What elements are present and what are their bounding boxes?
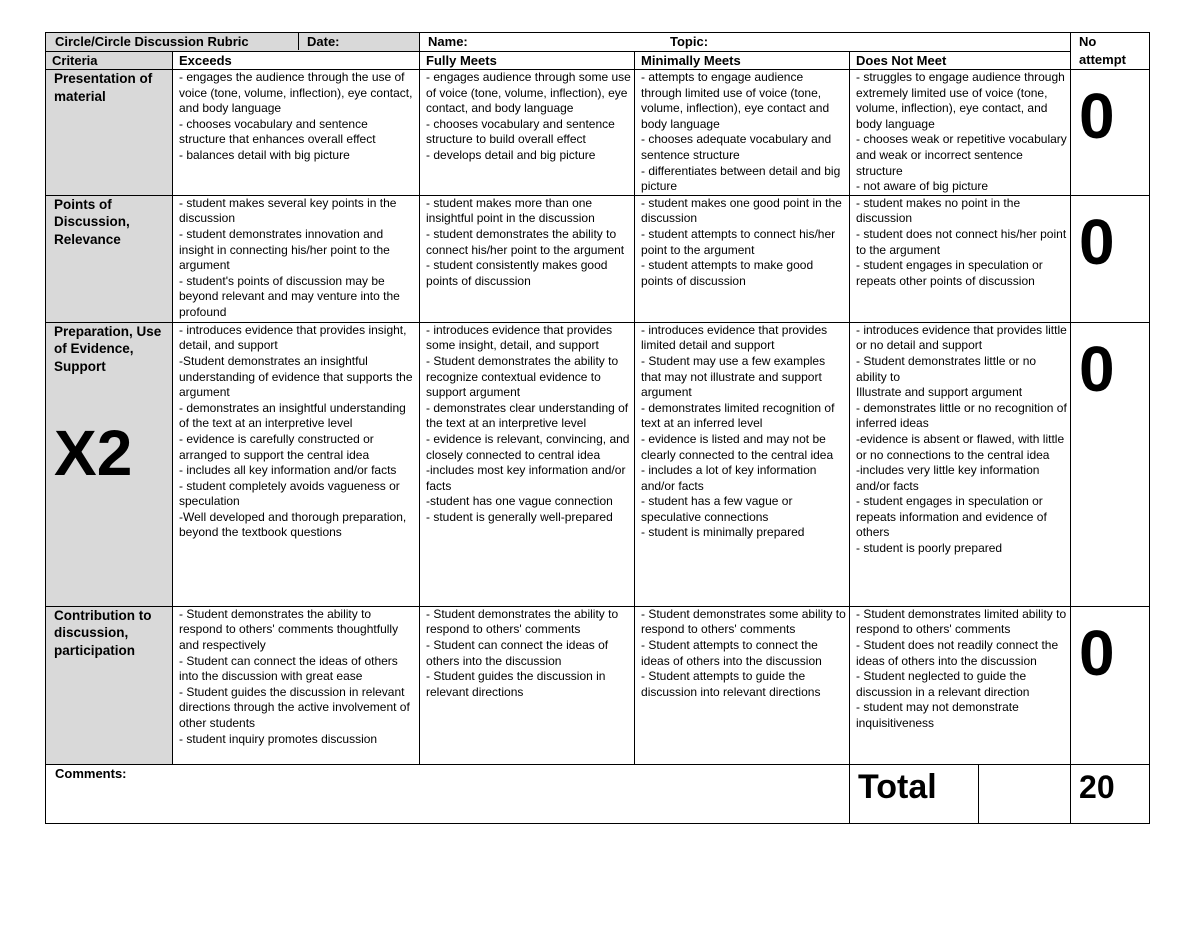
multiplier-label: X2: [54, 417, 133, 490]
minimally-meets-cell: - attempts to engage audience through limited use of voice (tone, volume, inflection), eye contact and body language - chooses adequate vocabulary and sentence structure - differentiates between detail and big picture: [635, 70, 850, 196]
minimally-meets-cell: - Student demonstrates some ability to respond to others' comments - Student attempts to connect the ideas of others into the discussion - Student attempts to guide the discussion into relevant directions: [635, 606, 850, 764]
fully-meets-cell: - student makes more than one insightful point in the discussion - student demonstrates the ability to connect his/her point to the argument - student consistently makes good points of discussion: [420, 195, 635, 322]
does-not-meet-cell: - struggles to engage audience through extremely limited use of voice (tone, volume, inflection), eye contact, and body language - chooses weak or repetitive vocabulary and weak or incorrect sentence structure - not aware of big picture: [850, 70, 1071, 196]
total-blank-cell: [979, 764, 1071, 823]
does-not-meet-cell: - student makes no point in the discussion - student does not connect his/her point to the argument - student engages in speculation or repeats other points of discussion: [850, 195, 1071, 322]
table-row: [46, 195, 1150, 322]
does-not-meet-header: Does Not Meet: [850, 52, 1071, 70]
table-row: [46, 322, 1150, 606]
fully-meets-cell: - Student demonstrates the ability to respond to others' comments - Student can connect the ideas of others into the discussion - Student guides the discussion in relevant directions: [420, 606, 635, 764]
no-attempt-header: No attempt: [1071, 33, 1150, 70]
does-not-meet-cell: - Student demonstrates limited ability to respond to others' comments - Student does not readily connect the ideas of others into the discussion - Student neglected to guide the discussion in a relevant direction - student may not demonstrate inquisitiveness: [850, 606, 1071, 764]
title-cell: [46, 33, 420, 52]
criteria-cell: Points of Discussion, Relevance: [46, 195, 173, 322]
criteria-header: Criteria: [46, 52, 173, 70]
exceeds-cell: - Student demonstrates the ability to respond to others' comments thoughtfully and respectively - Student can connect the ideas of others into the discussion with great ease - Student guides the discussion in relevant directions through the active involvement of other students - student inquiry promotes discussion: [173, 606, 420, 764]
topic-label: Topic:: [670, 34, 709, 49]
comments-cell: Comments:: [46, 764, 850, 823]
rubric-title: Circle/Circle Discussion Rubric: [46, 33, 299, 50]
table-row: [46, 70, 1150, 196]
minimally-meets-cell: - student makes one good point in the discussion - student attempts to connect his/her point to the argument - student attempts to make good points of discussion: [635, 195, 850, 322]
rubric-sheet: [45, 32, 1149, 824]
fully-meets-header: Fully Meets: [420, 52, 635, 70]
exceeds-cell: - introduces evidence that provides insight, detail, and support -Student demonstrates an insightful understanding of evidence that supports the argument - demonstrates an insightful understanding of the text at an interpretive level - evidence is carefully constructed or arranged to support the central idea - includes all key information and/or facts - student completely avoids vagueness or speculation -Well developed and thorough preparation, beyond the textbook questions: [173, 322, 420, 606]
exceeds-cell: - engages the audience through the use of voice (tone, volume, inflection), eye contact, and body language - chooses vocabulary and sentence structure that enhances overall effect - balances detail with big picture: [173, 70, 420, 196]
criteria-cell: Presentation of material: [46, 70, 173, 196]
minimally-meets-cell: - introduces evidence that provides limited detail and support - Student may use a few examples that may not illustrate and support argument - demonstrates limited recognition of text at an inferred level - evidence is listed and may not be clearly connected to the central idea - includes a lot of key information and/or facts - student has a few vague or speculative connections - student is minimally prepared: [635, 322, 850, 606]
score-cell: 0: [1071, 606, 1150, 764]
fully-meets-cell: - engages audience through some use of voice (tone, volume, inflection), eye contact, and body language - chooses vocabulary and sentence structure to build overall effect - develops detail and big picture: [420, 70, 635, 196]
total-value: 20: [1071, 764, 1150, 823]
exceeds-cell: - student makes several key points in the discussion - student demonstrates innovation and insight in connecting his/her point to the argument - student's points of discussion may be beyond relevant and may venture into the profound: [173, 195, 420, 322]
name-topic-cell: [420, 33, 1071, 52]
minimally-meets-header: Minimally Meets: [635, 52, 850, 70]
criteria-label: Preparation, Use of Evidence, Support: [54, 323, 162, 374]
does-not-meet-cell: - introduces evidence that provides little or no detail and support - Student demonstrates little or no ability to Illustrate and support argument - demonstrates little or no recognition of inferred ideas -evidence is absent or flawed, with little or no connections to the central idea -includes very little key information and/or facts - student engages in speculation or repeats information and evidence of others - student is poorly prepared: [850, 322, 1071, 606]
total-label: Total: [850, 764, 979, 823]
table-row: [46, 606, 1150, 764]
criteria-cell: [46, 322, 173, 606]
name-label: Name:: [428, 34, 468, 49]
fully-meets-cell: - introduces evidence that provides some insight, detail, and support - Student demonstrates the ability to recognize contextual evidence to support argument - demonstrates clear understanding of the text at an interpretive level - evidence is relevant, convincing, and closely connected to central idea -includes most key information and/or facts -student has one vague connection - student is generally well-prepared: [420, 322, 635, 606]
score-cell: 0: [1071, 195, 1150, 322]
score-cell: 0: [1071, 70, 1150, 196]
exceeds-header: Exceeds: [173, 52, 420, 70]
date-label: Date:: [307, 34, 340, 49]
criteria-cell: Contribution to discussion, participation: [46, 606, 173, 764]
score-cell: 0: [1071, 322, 1150, 606]
rubric-table: [45, 32, 1150, 824]
